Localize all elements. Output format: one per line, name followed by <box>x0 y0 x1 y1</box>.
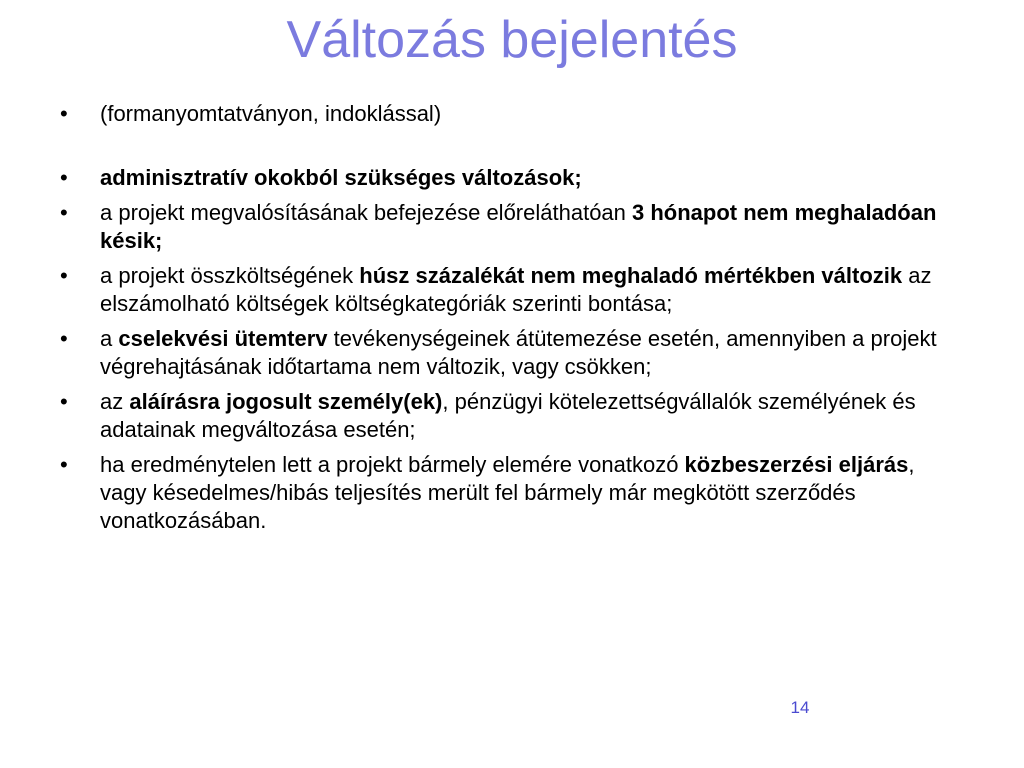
bullet-text: , pénzügyi kötelezettségvállalók személyének és adatainak megváltozása esetén; <box>100 389 916 442</box>
bullet-text: a projekt összköltségének <box>100 263 360 288</box>
bullet-item <box>60 451 960 535</box>
bullet-marker: • <box>60 200 68 225</box>
slide-title: Változás bejelentés <box>286 11 738 69</box>
bullet-text: az <box>100 389 130 414</box>
bullet-item <box>60 388 960 444</box>
bullet-text-bold: cselekvési ütemterv <box>118 326 328 351</box>
bullet-marker: • <box>60 389 68 414</box>
bullet-marker: • <box>60 326 68 351</box>
page-number: 14 <box>790 698 810 717</box>
bullet-item <box>60 325 960 381</box>
bullet-text-bold: 3 hónapot nem meghaladóan késik; <box>100 200 937 253</box>
bullet-text: a <box>100 326 119 351</box>
bullet-text: (formanyomtatványon, indoklással) <box>100 101 442 126</box>
bullet-text-bold: közbeszerzési eljárás <box>684 452 909 477</box>
bullet-text: az elszámolható költségek költségkategóriák szerinti bontása; <box>100 263 932 316</box>
bullet-marker: • <box>60 452 68 477</box>
bullet-item <box>60 100 960 128</box>
bullet-marker: • <box>60 263 68 288</box>
bullet-list <box>60 100 960 542</box>
bullet-item <box>60 164 960 192</box>
bullet-text-bold: adminisztratív okokból szükséges változások; <box>100 165 582 190</box>
bullet-marker: • <box>60 165 68 190</box>
bullet-text-bold: húsz százalékát nem meghaladó mértékben változik <box>359 263 903 288</box>
bullet-item <box>60 262 960 318</box>
bullet-text: tevékenységeinek átütemezése esetén, amennyiben a projekt végrehajtásának időtartama nem változik, vagy csökken; <box>100 326 937 379</box>
bullet-item <box>60 199 960 255</box>
bullet-marker: • <box>60 101 68 126</box>
bullet-text: ha eredménytelen lett a projekt bármely elemére vonatkozó <box>100 452 685 477</box>
bullet-text: a projekt megvalósításának befejezése előreláthatóan <box>100 200 633 225</box>
bullet-text-bold: aláírásra jogosult személy(ek) <box>129 389 443 414</box>
bullet-text: , vagy késedelmes/hibás teljesítés merült fel bármely már megkötött szerződés vonatkozásában. <box>100 452 915 533</box>
